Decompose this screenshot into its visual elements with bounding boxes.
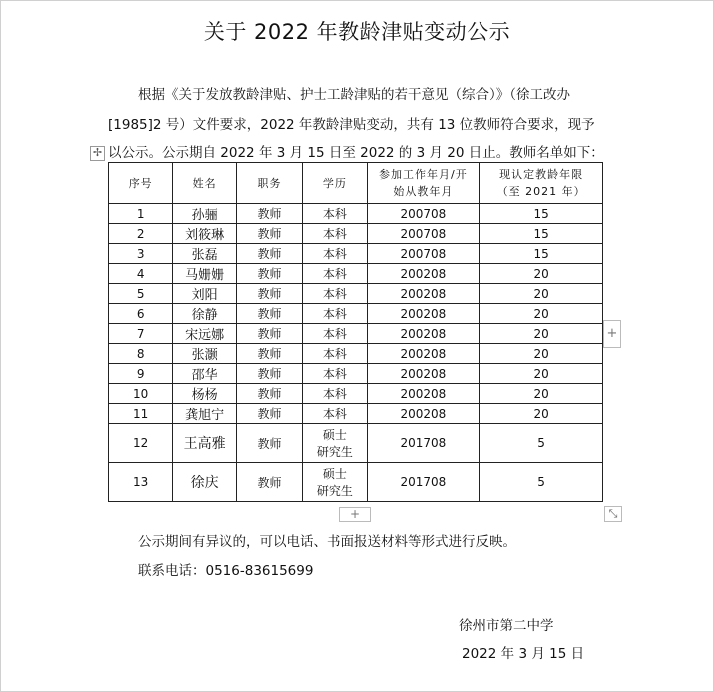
header-years-line2: （至 2021 年） (496, 185, 586, 198)
cell-name: 刘阳 (173, 284, 236, 304)
contact-phone: 联系电话：0516-83615699 (138, 563, 314, 579)
cell-start: 200208 (367, 284, 480, 304)
header-teaching-years (480, 163, 603, 204)
cell-name: 宋远娜 (173, 324, 236, 344)
cell-seq: 13 (109, 463, 173, 502)
cell-edu-line1: 硕士 (322, 467, 347, 481)
cell-seq: 12 (109, 424, 173, 463)
cell-name: 孙骊 (173, 204, 236, 224)
table-move-handle-icon[interactable]: ✢ (90, 146, 105, 161)
cell-years: 15 (480, 204, 603, 224)
cell-post: 教师 (236, 244, 302, 264)
table-row (109, 284, 603, 304)
cell-edu-line2: 研究生 (316, 484, 353, 498)
cell-post: 教师 (236, 424, 302, 463)
paragraph-line-3: 以公示。公示期自 2022 年 3 月 15 日至 2022 的 3 月 20 日止。教师名单如下： (108, 145, 604, 161)
cell-years: 20 (480, 324, 603, 344)
signature-date: 2022 年 3 月 15 日 (462, 646, 585, 662)
cell-edu: 本科 (303, 244, 367, 264)
cell-edu: 本科 (303, 404, 367, 424)
cell-post: 教师 (236, 304, 302, 324)
cell-name: 徐静 (173, 304, 236, 324)
cell-name: 张磊 (173, 244, 236, 264)
cell-post: 教师 (236, 384, 302, 404)
cell-post: 教师 (236, 264, 302, 284)
cell-seq: 5 (109, 284, 173, 304)
cell-edu: 本科 (303, 284, 367, 304)
table-row (109, 304, 603, 324)
cell-years: 20 (480, 264, 603, 284)
cell-seq: 10 (109, 384, 173, 404)
cell-years: 20 (480, 404, 603, 424)
cell-post: 教师 (236, 204, 302, 224)
cell-name: 龚旭宁 (173, 404, 236, 424)
header-start-date (367, 163, 480, 204)
table-row (109, 463, 603, 502)
cell-name: 马姗姗 (173, 264, 236, 284)
paragraph-line-2: [1985]2 号）文件要求，2022 年教龄津贴变动，共有 13 位教师符合要求，现予 (108, 117, 595, 133)
cell-name: 邵华 (173, 364, 236, 384)
cell-years: 20 (480, 364, 603, 384)
header-post: 职务 (236, 163, 302, 204)
cell-edu: 本科 (303, 224, 367, 244)
cell-post: 教师 (236, 344, 302, 364)
cell-seq: 3 (109, 244, 173, 264)
cell-edu: 本科 (303, 384, 367, 404)
header-education: 学历 (303, 163, 367, 204)
table-row (109, 404, 603, 424)
cell-post: 教师 (236, 324, 302, 344)
objection-note: 公示期间有异议的，可以电话、书面报送材料等形式进行反映。 (138, 534, 516, 550)
header-seq: 序号 (109, 163, 173, 204)
cell-seq: 6 (109, 304, 173, 324)
cell-edu: 本科 (303, 324, 367, 344)
cell-edu-line2: 研究生 (316, 445, 353, 459)
cell-start: 200208 (367, 384, 480, 404)
cell-seq: 11 (109, 404, 173, 424)
cell-edu: 本科 (303, 304, 367, 324)
cell-name: 徐庆 (173, 463, 236, 502)
cell-years: 20 (480, 304, 603, 324)
cell-start: 200208 (367, 324, 480, 344)
cell-start: 200208 (367, 404, 480, 424)
table-row (109, 324, 603, 344)
cell-post: 教师 (236, 224, 302, 244)
cell-edu-line1: 硕士 (322, 428, 347, 442)
document-title: 关于 2022 年教龄津贴变动公示 (203, 20, 511, 44)
cell-post: 教师 (236, 463, 302, 502)
cell-start: 201708 (367, 463, 480, 502)
cell-years: 20 (480, 344, 603, 364)
cell-start: 200208 (367, 344, 480, 364)
cell-post: 教师 (236, 364, 302, 384)
cell-edu: 本科 (303, 264, 367, 284)
header-start-line1: 参加工作年月/开 (379, 168, 468, 181)
cell-post: 教师 (236, 404, 302, 424)
cell-years: 5 (480, 424, 603, 463)
cell-name: 张灏 (173, 344, 236, 364)
cell-years: 5 (480, 463, 603, 502)
cell-edu: 本科 (303, 364, 367, 384)
teacher-list-table (108, 162, 603, 502)
table-header-row (109, 163, 603, 204)
cell-edu (303, 424, 367, 463)
cell-post: 教师 (236, 284, 302, 304)
cell-start: 200708 (367, 244, 480, 264)
cell-edu (303, 463, 367, 502)
cell-name: 杨杨 (173, 384, 236, 404)
cell-start: 200208 (367, 264, 480, 284)
cell-years: 15 (480, 244, 603, 264)
cell-name: 刘筱琳 (173, 224, 236, 244)
cell-years: 20 (480, 384, 603, 404)
table-resize-icon[interactable]: ⤡ (604, 506, 622, 522)
header-start-line2: 始从教年月 (393, 185, 454, 198)
cell-seq: 2 (109, 224, 173, 244)
paragraph-line-1: 根据《关于发放教龄津贴、护士工龄津贴的若干意见（综合）》（徐工改办 (138, 87, 570, 103)
cell-seq: 4 (109, 264, 173, 284)
cell-start: 200208 (367, 304, 480, 324)
cell-name: 王高雅 (173, 424, 236, 463)
table-row (109, 264, 603, 284)
table-row (109, 244, 603, 264)
table-row (109, 384, 603, 404)
cell-years: 20 (480, 284, 603, 304)
cell-edu: 本科 (303, 204, 367, 224)
add-row-icon[interactable]: + (603, 320, 621, 348)
cell-seq: 1 (109, 204, 173, 224)
cell-seq: 9 (109, 364, 173, 384)
cell-edu: 本科 (303, 344, 367, 364)
cell-years: 15 (480, 224, 603, 244)
header-name: 姓名 (173, 163, 236, 204)
table-row (109, 364, 603, 384)
cell-seq: 8 (109, 344, 173, 364)
table-row (109, 344, 603, 364)
signature-org: 徐州市第二中学 (459, 618, 554, 634)
cell-start: 200208 (367, 364, 480, 384)
add-column-icon[interactable]: + (339, 507, 371, 522)
table-row (109, 424, 603, 463)
cell-start: 201708 (367, 424, 480, 463)
table-row (109, 204, 603, 224)
header-years-line1: 现认定教龄年限 (499, 168, 584, 181)
cell-start: 200708 (367, 224, 480, 244)
cell-seq: 7 (109, 324, 173, 344)
cell-start: 200708 (367, 204, 480, 224)
table-row (109, 224, 603, 244)
